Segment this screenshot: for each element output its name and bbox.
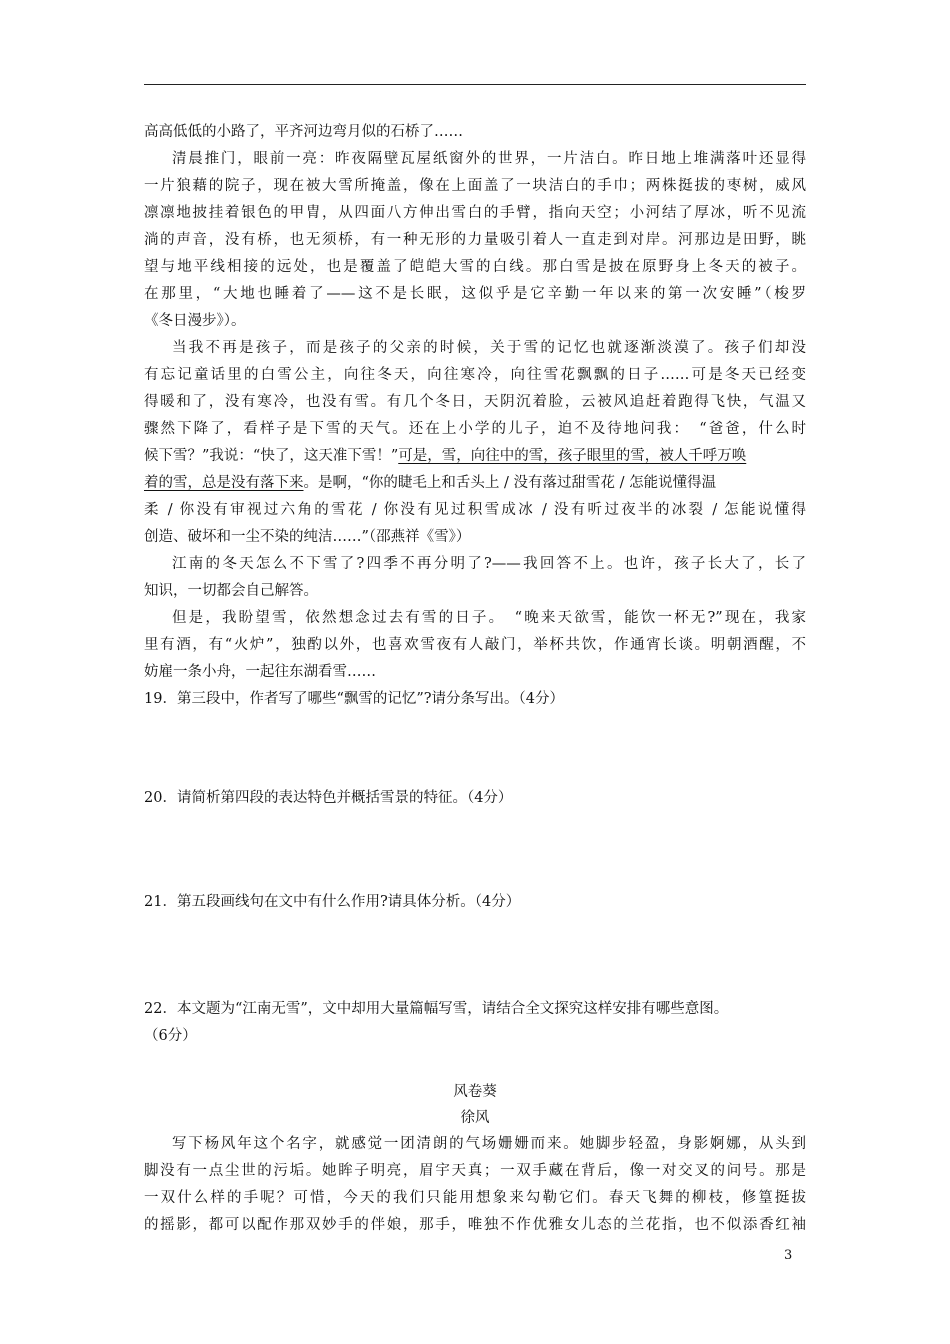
question-20: 20．请简析第四段的表达特色并概括雪景的特征。（4分） xyxy=(144,790,513,806)
question-19: 19．第三段中，作者写了哪些“飘雪的记忆”?请分条写出。（4分） xyxy=(144,691,565,707)
passage-line: 的摇影，都可以配作那双妙手的伴娘，那手，唯独不作优雅女儿态的兰花指，也不似添香红袖 xyxy=(144,1217,806,1233)
passage-line: 脚没有一点尘世的污垢。她眸子明亮，眉宇天真；一双手藏在背后，像一对交叉的问号。那是 xyxy=(144,1163,806,1179)
passage-line: 创造、破坏和一尘不染的纯洁……”（邵燕祥《雪》） xyxy=(144,529,471,545)
passage-line: 柔 / 你没有审视过六角的雪花 / 你没有见过积雪成冰 / 没有听过夜半的冰裂 / 怎能说懂得 xyxy=(144,502,806,518)
passage-line: 但是，我盼望雪，依然想念过去有雪的日子。 “晚来天欲雪，能饮一杯无?”现在，我家 xyxy=(172,610,806,626)
passage-line: 得暖和了，没有寒冷，也没有雪。有几个冬日，天阴沉着脸，云被风追赶着跑得飞快，气温又 xyxy=(144,394,806,410)
question-22: 22．本文题为“江南无雪”，文中却用大量篇幅写雪，请结合全文探究这样安排有哪些意图。 xyxy=(144,1001,729,1017)
passage-line: 妨雇一条小舟，一起往东湖看雪…… xyxy=(144,664,376,680)
passage-line: 淌的声音，没有桥，也无须桥，有一种无形的力量吸引着人一直走到对岸。河那边是田野，眺 xyxy=(144,232,806,248)
passage-line: 有忘记童话里的白雪公主，向往冬天，向往寒冷，向往雪花飘飘的日子……可是冬天已经变 xyxy=(144,367,806,383)
passage-line: 骤然下降了，看样子是下雪的天气。还在上小学的儿子，迫不及待地问我： “爸爸，什么时 xyxy=(144,421,806,437)
passage-line: 江南的冬天怎么不下雪了?四季不再分明了?——我回答不上。也许，孩子长大了，长了 xyxy=(172,556,806,572)
passage-line: 望与地平线相接的远处，也是覆盖了皑皑大雪的白线。那白雪是披在原野身上冬天的被子。 xyxy=(144,259,806,275)
passage-line: 当我不再是孩子，而是孩子的父亲的时候，关于雪的记忆也就逐渐淡漠了。孩子们却没 xyxy=(172,340,806,356)
passage-line: 《冬日漫步》）。 xyxy=(144,313,246,329)
passage-line: 凛凛地披挂着银色的甲胄，从四面八方伸出雪白的手臂，指向天空；小河结了厚冰，听不见流 xyxy=(144,205,806,221)
passage-text: 候下雪？”我说：“快了，这天准下雪！” xyxy=(144,448,399,464)
passage-line xyxy=(144,471,716,495)
underlined-sentence: 着的雪，总是没有落下来 xyxy=(144,475,304,491)
header-rule xyxy=(144,84,806,85)
question-21: 21．第五段画线句在文中有什么作用?请具体分析。（4分） xyxy=(144,894,521,910)
underlined-sentence: 可是，雪，向往中的雪，孩子眼里的雪，被人千呼万唤 xyxy=(398,448,747,464)
page-number: 3 xyxy=(784,1248,793,1263)
passage-line: 一片狼藉的院子，现在被大雪所掩盖，像在上面盖了一块洁白的手巾；两株挺拔的枣树，威风 xyxy=(144,178,806,194)
passage-line: 在那里，“大地也睡着了——这不是长眠，这似乎是它辛勤一年以来的第一次安睡”（梭罗 xyxy=(144,286,806,302)
passage-line: 知识，一切都会自己解答。 xyxy=(144,583,318,599)
passage-line: 一双什么样的手呢？可惜，今天的我们只能用想象来勾勒它们。春天飞舞的柳枝，修篁挺拔 xyxy=(144,1190,806,1206)
passage-author: 徐风 xyxy=(460,1110,490,1126)
passage-title: 风卷葵 xyxy=(453,1084,497,1100)
passage-line: 里有酒，有“火炉”，独酌以外，也喜欢雪夜有人敲门，举杯共饮，作通宵长谈。明朝酒醒，不 xyxy=(144,637,806,653)
passage-text: 。是啊，“你的睫毛上和舌头上 / 没有落过甜雪花 / 怎能说懂得温 xyxy=(303,475,717,491)
passage-line: 高高低低的小路了，平齐河边弯月似的石桥了…… xyxy=(144,124,463,140)
passage-line xyxy=(144,444,746,468)
passage-line: 写下杨风年这个名字，就感觉一团清朗的气场姗姗而来。她脚步轻盈，身影婀娜，从头到 xyxy=(172,1136,806,1152)
passage-line: 清晨推门，眼前一亮：昨夜隔壁瓦屋纸窗外的世界，一片洁白。昨日地上堆满落叶还显得 xyxy=(172,151,806,167)
question-22-points: （6分） xyxy=(144,1028,197,1044)
